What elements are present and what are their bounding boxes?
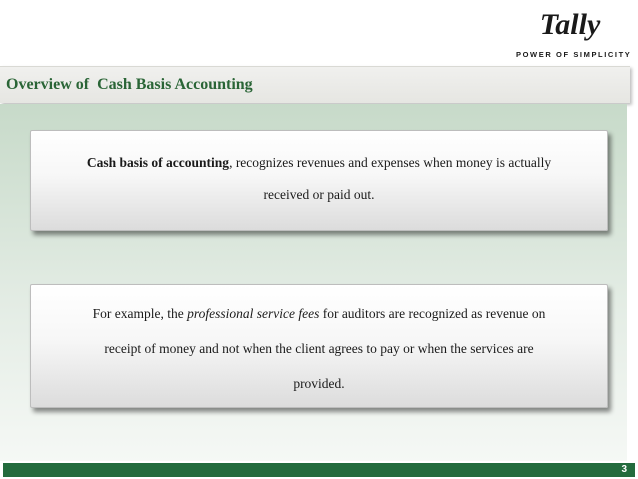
example-text: for auditors are recognized as revenue on [319,306,546,321]
content-area [0,104,627,461]
footer-bar [3,463,635,477]
example-line-3: provided. [293,376,345,391]
definition-text: , recognizes revenues and expenses when money is actually [229,155,552,170]
logo-tagline: POWER OF SIMPLICITY [516,50,632,59]
tally-logo [516,4,632,64]
example-line-2: receipt of money and not when the client agrees to pay or when the services are [104,341,534,356]
definition-box [30,130,608,231]
logo-wordmark: Tally [539,8,601,41]
title-band [0,66,630,103]
page-number: 3 [621,464,627,475]
example-box [30,284,608,408]
definition-term: Cash basis of accounting [86,155,230,170]
page-title: Overview of Cash Basis Accounting [6,76,253,93]
definition-line-1 [41,153,597,173]
example-emphasis: professional service fees [187,306,320,321]
example-prefix: For example, the [92,306,188,321]
definition-line-2: received or paid out. [263,187,375,202]
example-line-1 [41,296,597,331]
